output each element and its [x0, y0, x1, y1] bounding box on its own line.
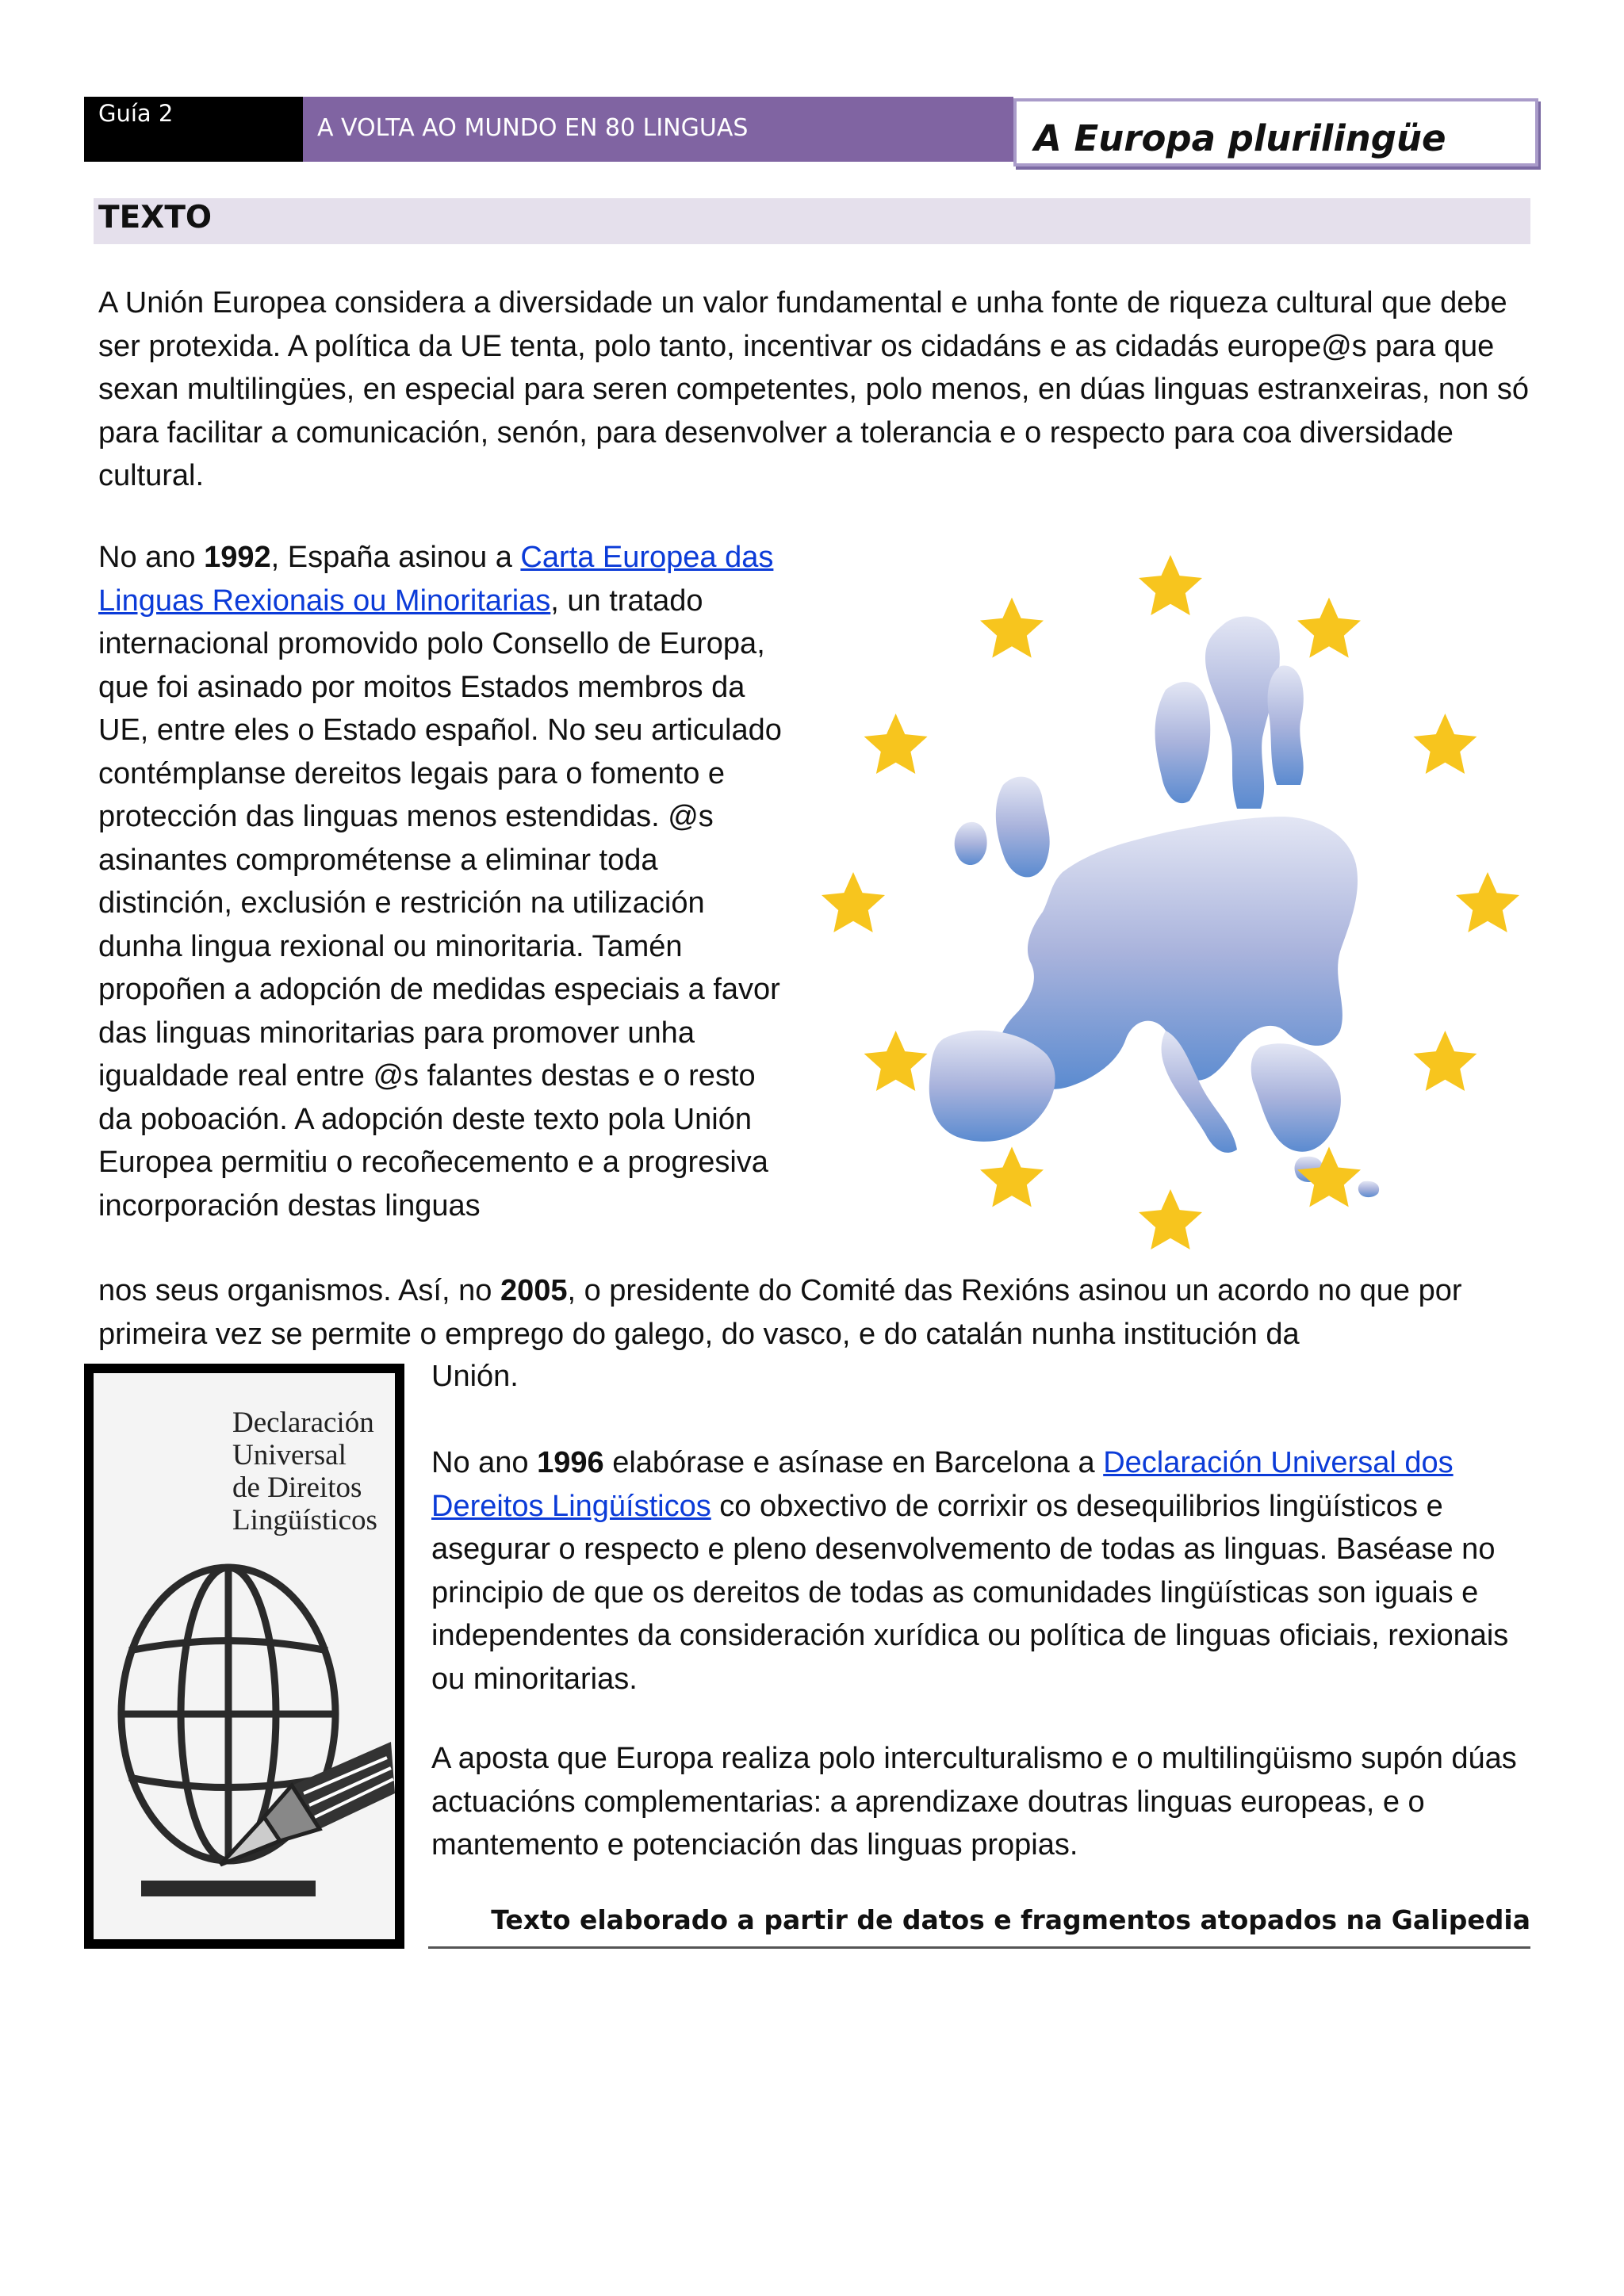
- p2-text-post: , un tratado internacional promovido polo Consello de Europa, que foi asinado por moitos Estados membros da UE, entre eles o Estado español. No seu articulado contémplanse dereitos legais para o fomento e protección das linguas menos estendidas. @s asinantes comprométense a eliminar toda distinción, exclusión e restrición na utilización dunha lingua rexional ou minoritaria. Tamén propoñen a adopción de medidas especiais a favor das linguas minoritarias para promover unha igualdade real entre @s falantes destas e o resto da poboación. A adopción deste texto pola Unión Europea permitiu o recoñecemento e a progresiva incorporación destas linguas: [98, 584, 782, 1223]
- paragraph-intro: A Unión Europea considera a diversidade un valor fundamental e unha fonte de riqueza cultural que debe ser protexida. A política da UE tenta, polo tanto, incentivar os cidadáns e as cidadás europe@s para que sexan multilingües, en especial para seren competentes, polo menos, en dúas linguas estranxeiras, non só para facilitar a comunicación, senón, para desenvolver a tolerancia e o respecto para coa diversidade cultural.: [98, 286, 1529, 492]
- globe-icon: [94, 1556, 395, 1936]
- book-title-line-4: Lingüísticos: [232, 1504, 377, 1536]
- book-cover-title: [232, 1406, 395, 1536]
- star-icon: [1413, 1031, 1477, 1091]
- book-title-line-2: Universal: [232, 1439, 347, 1471]
- star-icon: [1297, 1146, 1361, 1207]
- section-band: [94, 198, 1530, 244]
- star-icon: [864, 714, 928, 774]
- p2-text-mid: , España asinou a: [270, 541, 521, 574]
- paragraph-1992-last-line: Unión.: [431, 1360, 519, 1393]
- star-icon: [1139, 555, 1202, 615]
- star-icon: [822, 872, 885, 932]
- star-icon: [864, 1031, 928, 1091]
- year-1996: 1996: [537, 1446, 604, 1479]
- pen-icon: [220, 1742, 395, 1865]
- p3-text-pre: No ano: [431, 1446, 538, 1479]
- star-icon: [980, 1146, 1044, 1207]
- year-2005: 2005: [500, 1274, 568, 1307]
- p2-cont-pre: nos seus organismos. Así, no: [98, 1274, 500, 1307]
- paragraph-conclusion: A aposta que Europa realiza polo interculturalismo e o multilingüismo supón dúas actuacións complementarias: a aprendizaxe doutras linguas europeas, e o mantemento e potenciación das linguas propias.: [431, 1742, 1517, 1862]
- carta-europea-link[interactable]: Carta Europea das Linguas Rexionais ou Minoritarias: [98, 541, 774, 618]
- page-title: A Europa plurilingüe: [1013, 98, 1538, 166]
- paragraph-1992: [98, 536, 796, 1227]
- book-title-line-1: Declaración: [232, 1406, 374, 1439]
- star-icon: [1413, 714, 1477, 774]
- star-icon: [1456, 872, 1519, 932]
- p2-text-pre: No ano: [98, 541, 205, 574]
- source-credit: Texto elaborado a partir de datos e fragmentos atopados na Galipedia: [428, 1904, 1530, 1949]
- course-title: A VOLTA AO MUNDO EN 80 LINGUAS: [303, 97, 1013, 162]
- book-cover-image: [84, 1364, 404, 1949]
- year-1992: 1992: [204, 541, 271, 574]
- star-icon: [1139, 1189, 1202, 1249]
- declaracion-universal-link[interactable]: Declaración Universal dos Dereitos Lingüísticos: [431, 1446, 1454, 1523]
- p2-cont-post: , o presidente do Comité das Rexións asinou un acordo no que por primeira vez se permite o emprego do galego, do vasco, e do catalán nunha institución da: [98, 1274, 1462, 1351]
- book-title-line-3: de Direitos: [232, 1471, 362, 1504]
- p3-text-post: co obxectivo de corrixir os desequilibrios lingüísticos e asegurar o respecto e pleno desenvolvemento de todas as linguas. Baséase no principio de que os dereitos de todas as comunidades lingüísticas son iguais e independentes da consideración xurídica ou política de linguas oficiais, rexionais ou minoritarias.: [431, 1489, 1509, 1696]
- paragraph-1992-continued: [98, 1269, 1534, 1356]
- section-title: TEXTO: [98, 200, 213, 235]
- star-icon: [980, 598, 1044, 658]
- europe-map: [929, 616, 1379, 1197]
- p3-text-mid: elabórase e asínase en Barcelona a: [603, 1446, 1104, 1479]
- paragraph-1996: [431, 1441, 1534, 1701]
- guide-label: Guía 2: [84, 97, 303, 162]
- eu-map-figure: [793, 523, 1546, 1269]
- star-icon: [1297, 598, 1361, 658]
